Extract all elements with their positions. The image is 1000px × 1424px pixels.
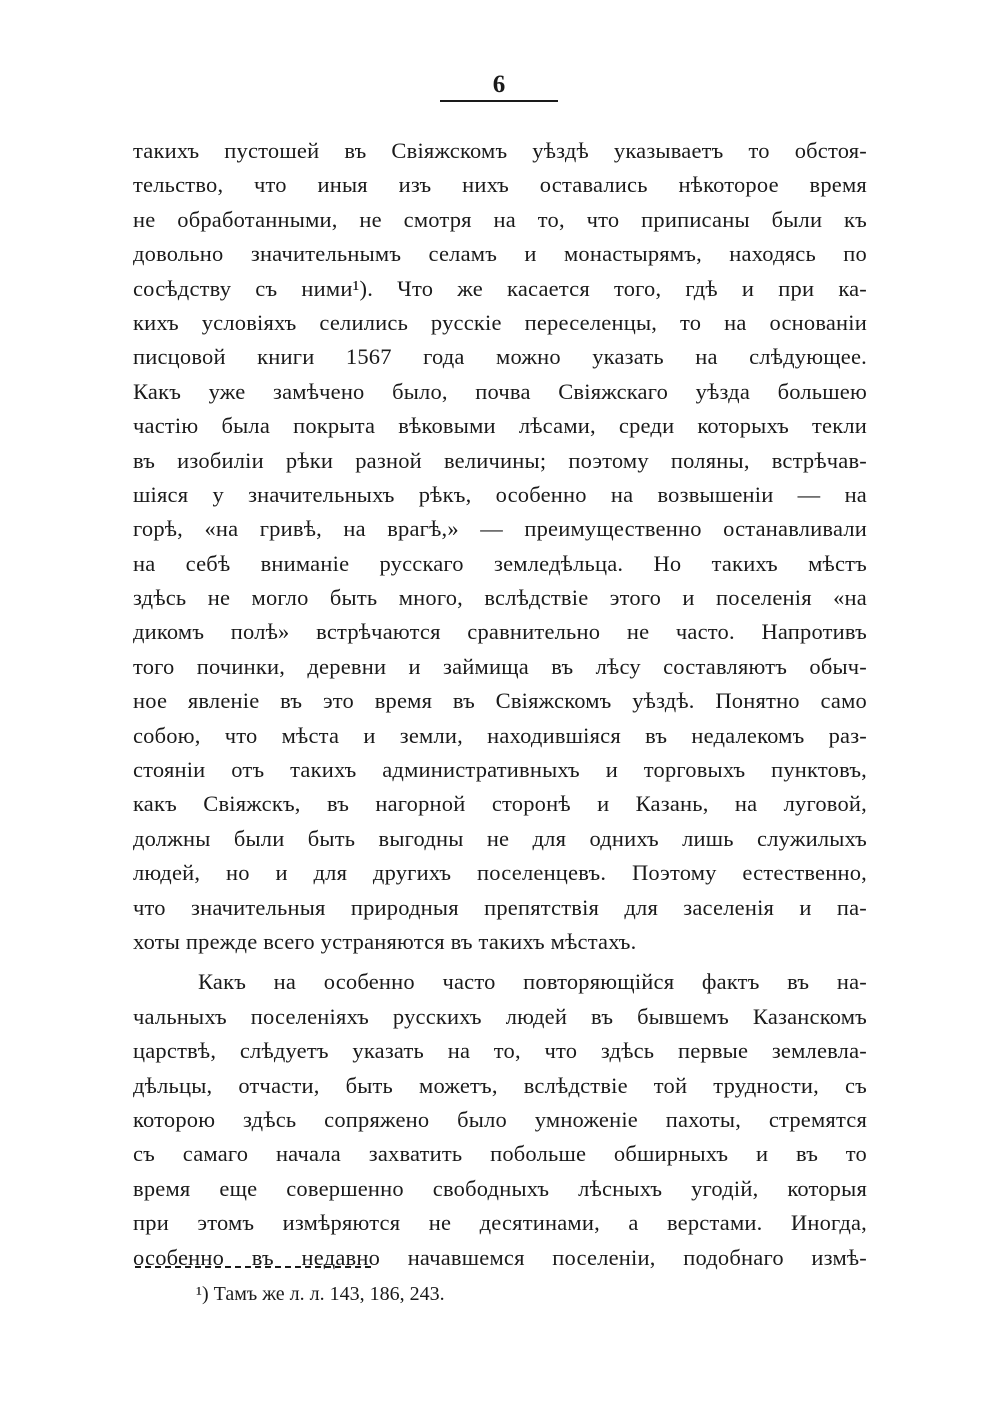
header-rule — [440, 100, 558, 102]
text-line: Какъ на особенно часто повторяющійся фактъ въ на- — [198, 969, 867, 995]
text-line: частію была покрыта вѣковыми лѣсами, среди которыхъ текли — [133, 413, 867, 439]
text-line: кихъ условіяхъ селились русскіе переселенцы, то на основаніи — [133, 309, 867, 335]
text-line: дѣльцы, отчасти, быть можетъ, вслѣдствіе той трудности, съ — [133, 1072, 867, 1098]
paragraph-1 — [133, 134, 867, 959]
text-line: что значительныя природныя препятствія для заселенія и па- — [133, 894, 867, 920]
text-line: сосѣдству съ ними¹). Что же касается того, гдѣ и при ка- — [133, 275, 867, 301]
text-line: собою, что мѣста и земли, находившіяся въ недалекомъ раз- — [133, 722, 867, 748]
text-line: такихъ пустошей въ Свіяжскомъ уѣздѣ указываетъ то обстоя- — [133, 138, 867, 163]
text-line: хоты прежде всего устраняются въ такихъ мѣстахъ. — [133, 928, 637, 954]
text-line: не обработанными, не смотря на то, что приписаны были къ — [133, 206, 867, 232]
text-line: здѣсь не могло быть много, вслѣдствіе этого и поселенія «на — [133, 585, 867, 611]
page-number: 6 — [492, 71, 506, 98]
text-line: какъ Свіяжскъ, въ нагорной сторонѣ и Казань, на луговой, — [133, 791, 867, 817]
footnote: ¹) Тамъ же л. л. 143, 186, 243. — [196, 1283, 445, 1305]
text-line: царствѣ, слѣдуетъ указать на то, что здѣсь первые землевла- — [133, 1038, 867, 1064]
paragraph-2 — [133, 965, 867, 1275]
text-line: ное явленіе въ это время въ Свіяжскомъ уѣздѣ. Понятно само — [133, 688, 867, 714]
footnote-rule — [135, 1266, 371, 1268]
text-line: при этомъ измѣряются не десятинами, а верстами. Иногда, — [133, 1210, 867, 1236]
text-line: довольно значительнымъ селамъ и монастырямъ, находясь по — [133, 241, 867, 267]
text-line: въ изобиліи рѣки разной величины; поэтому поляны, встрѣчав- — [133, 447, 867, 473]
text-line: особенно въ недавно начавшемся поселеніи, подобнаго измѣ- — [133, 1244, 867, 1270]
text-line: людей, но и для другихъ поселенцевъ. Поэтому естественно, — [133, 860, 867, 886]
text-line: тельство, что иныя изъ нихъ оставались нѣкоторое время — [133, 172, 867, 198]
text-line: должны были быть выгодны не для однихъ лишь служилыхъ — [133, 825, 867, 851]
text-line: дикомъ полѣ» встрѣчаются сравнительно не часто. Напротивъ — [133, 619, 867, 645]
text-line: на себѣ вниманіе русскаго земледѣльца. Но такихъ мѣстъ — [133, 550, 867, 576]
text-line: съ самаго начала захватить побольше обширныхъ и въ то — [133, 1141, 867, 1167]
text-line: писцовой книги 1567 года можно указать на слѣдующее. — [133, 344, 867, 370]
text-line: стояніи отъ такихъ административныхъ и торговыхъ пунктовъ, — [133, 757, 867, 783]
body-text — [133, 134, 867, 1275]
text-line: шіяся у значительныхъ рѣкъ, особенно на возвышеніи — на — [133, 481, 867, 507]
text-line: Какъ уже замѣчено было, почва Свіяжскаго уѣзда большею — [133, 378, 867, 404]
text-line: того починки, деревни и займища въ лѣсу составляютъ обыч- — [133, 653, 867, 679]
text-line: чальныхъ поселеніяхъ русскихъ людей въ бывшемъ Казанскомъ — [133, 1003, 867, 1029]
text-line: которою здѣсь сопряжено было умноженіе пахоты, стремятся — [133, 1106, 867, 1132]
text-line: горѣ, «на гривѣ, на врагѣ,» — преимущественно останавливали — [133, 516, 867, 542]
text-line: время еще совершенно свободныхъ лѣсныхъ угодій, которыя — [133, 1175, 867, 1201]
